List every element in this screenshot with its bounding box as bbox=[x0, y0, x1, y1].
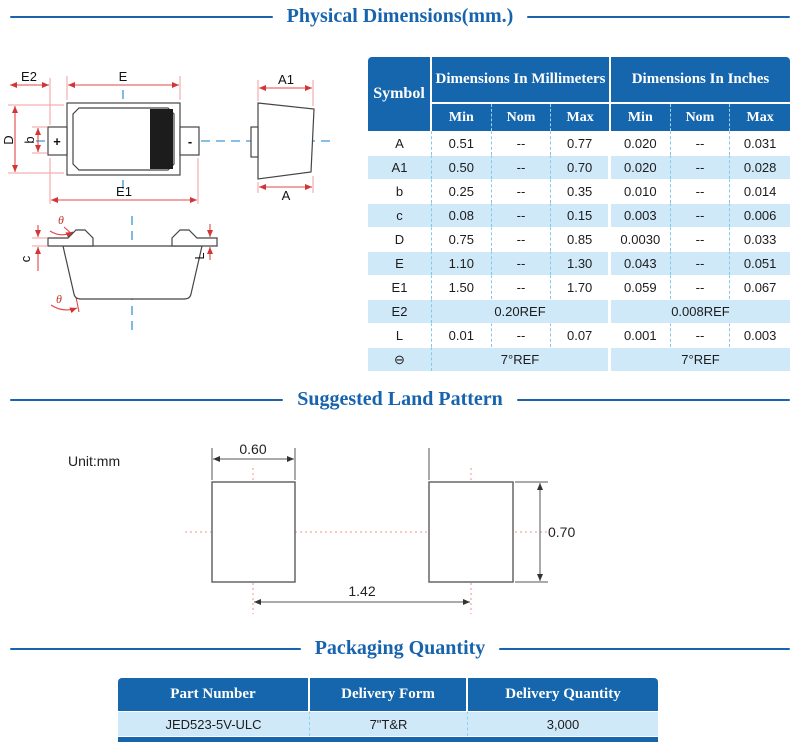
table-row: E1 1.50 -- 1.70 0.059 -- 0.067 bbox=[368, 275, 790, 299]
land-pad-right bbox=[429, 482, 513, 582]
cathode-minus-mark: - bbox=[187, 134, 193, 149]
pad-height-dim-label: 0.70 bbox=[548, 524, 576, 540]
millimeters-group-header: Dimensions In Millimeters bbox=[432, 57, 611, 104]
side-view-lead bbox=[251, 127, 258, 157]
table-row: D 0.75 -- 0.85 0.0030 -- 0.033 bbox=[368, 227, 790, 251]
delivery-quantity-cell: 3,000 bbox=[468, 711, 658, 736]
section-header-land-pattern bbox=[10, 388, 790, 411]
dim-label-e1: E1 bbox=[116, 184, 132, 199]
table-row: c 0.08 -- 0.15 0.003 -- 0.006 bbox=[368, 203, 790, 227]
package-dimension-drawing bbox=[0, 50, 360, 390]
dim-label-c: c bbox=[18, 255, 33, 263]
package-top-view bbox=[48, 103, 199, 175]
side-view-body bbox=[258, 103, 314, 179]
theta-angle-label-bottom: θ bbox=[56, 292, 62, 306]
land-pattern-drawing bbox=[0, 430, 800, 630]
header-rule-left bbox=[10, 16, 273, 18]
dim-label-a1: A1 bbox=[278, 72, 294, 87]
packaging-header-row bbox=[118, 678, 658, 711]
header-rule-right bbox=[517, 399, 790, 401]
table-row: A 0.51 -- 0.77 0.020 -- 0.031 bbox=[368, 131, 790, 155]
section-title: Suggested Land Pattern bbox=[297, 388, 503, 410]
header-rule-left bbox=[10, 648, 301, 650]
inches-group-header: Dimensions In Inches bbox=[611, 57, 790, 104]
header-rule-right bbox=[499, 648, 790, 650]
profile-body bbox=[63, 246, 202, 299]
header-rule-left bbox=[10, 399, 283, 401]
delivery-form-cell: 7"T&R bbox=[310, 711, 468, 736]
dimensions-table bbox=[368, 57, 790, 371]
next-row-partial-strip bbox=[118, 737, 658, 742]
dim-label-a: A bbox=[281, 188, 291, 203]
package-profile-view bbox=[48, 230, 217, 299]
land-pad-left bbox=[212, 482, 295, 582]
section-header-packaging-quantity bbox=[10, 637, 790, 660]
dim-label-l: L bbox=[192, 252, 207, 260]
table-row: L 0.01 -- 0.07 0.001 -- 0.003 bbox=[368, 323, 790, 347]
section-title: Packaging Quantity bbox=[314, 637, 486, 659]
table-row: ⊖ 7°REF 7°REF bbox=[368, 347, 790, 371]
in-nom-header: Nom bbox=[671, 104, 731, 131]
pad-pitch-dim-label: 1.42 bbox=[348, 583, 376, 599]
section-header-physical-dimensions bbox=[10, 5, 790, 28]
symbol-column-header: Symbol bbox=[368, 57, 432, 131]
mm-nom-header: Nom bbox=[492, 104, 552, 131]
pad-width-dim-label: 0.60 bbox=[239, 441, 267, 457]
table-row: E 1.10 -- 1.30 0.043 -- 0.051 bbox=[368, 251, 790, 275]
header-rule-right bbox=[527, 16, 790, 18]
package-side-view bbox=[251, 103, 314, 179]
dim-label-e: E bbox=[118, 69, 128, 84]
table-header-row bbox=[368, 57, 790, 104]
table-row: b 0.25 -- 0.35 0.010 -- 0.014 bbox=[368, 179, 790, 203]
dim-label-b: b bbox=[22, 136, 37, 144]
anode-plus-mark: + bbox=[53, 134, 61, 149]
table-row: E2 0.20REF 0.008REF bbox=[368, 299, 790, 323]
in-max-header: Max bbox=[730, 104, 790, 131]
mm-min-header: Min bbox=[432, 104, 492, 131]
unit-label: Unit:mm bbox=[68, 453, 121, 469]
mm-max-header: Max bbox=[551, 104, 611, 131]
page-title: Physical Dimensions(mm.) bbox=[286, 5, 514, 27]
table-row bbox=[118, 711, 658, 736]
table-subheader-row bbox=[368, 104, 790, 131]
theta-angle-label-top: θ bbox=[58, 213, 64, 227]
table-row: A1 0.50 -- 0.70 0.020 -- 0.028 bbox=[368, 155, 790, 179]
dim-label-e2: E2 bbox=[21, 69, 37, 84]
part-number-cell: JED523-5V-ULC bbox=[118, 711, 310, 736]
packaging-table bbox=[118, 678, 658, 736]
part-number-header: Part Number bbox=[118, 678, 310, 711]
in-min-header: Min bbox=[611, 104, 671, 131]
cathode-band bbox=[150, 109, 173, 169]
dim-label-d: D bbox=[1, 135, 16, 145]
delivery-form-header: Delivery Form bbox=[310, 678, 468, 711]
delivery-quantity-header: Delivery Quantity bbox=[468, 678, 658, 711]
